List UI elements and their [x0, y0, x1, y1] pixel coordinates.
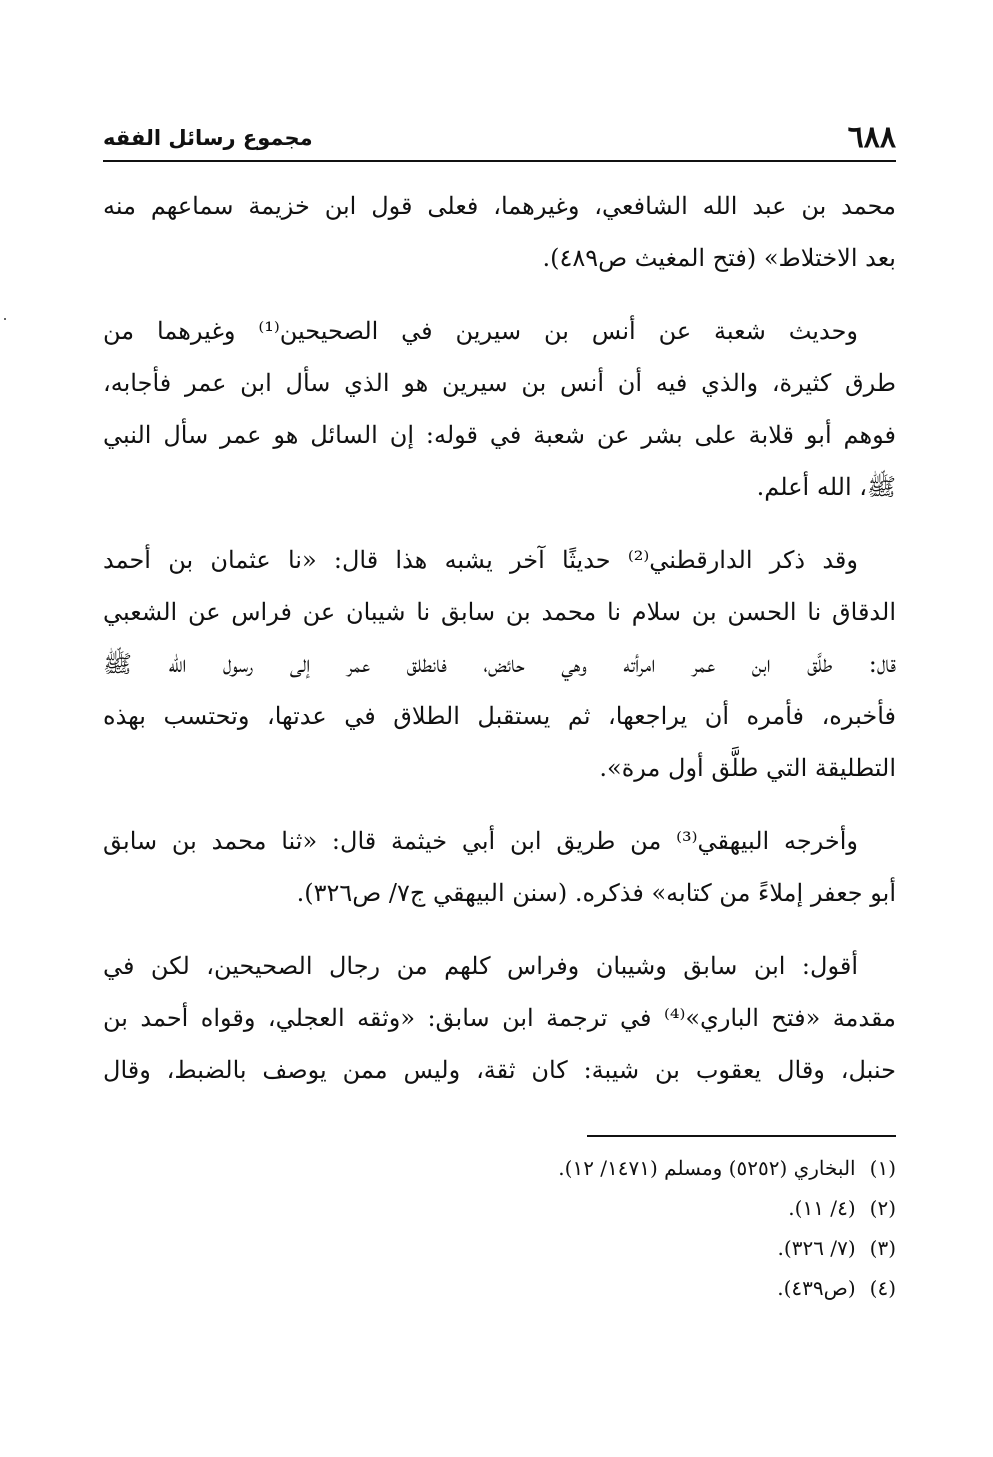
- text-line: محمد بن عبد الله الشافعي، وغيرهما، فعلى قول ابن خزيمة سماعهم منه: [103, 192, 896, 220]
- footnote-number: (١): [869, 1156, 896, 1180]
- page-header: [103, 118, 896, 158]
- footnote: [103, 1188, 896, 1228]
- paragraph-4: [103, 815, 896, 919]
- footnote-separator: [587, 1135, 896, 1137]
- footnote-text: (ص٤٣٩).: [777, 1276, 856, 1300]
- footnote-number: (٣): [869, 1236, 896, 1260]
- text-line: قال: طلَّق ابن عمر امرأته وهي حائض، فانطلق عمر إلى رسول الله ﷺ: [103, 650, 896, 678]
- footnotes: [103, 1148, 896, 1308]
- footnote-text: (٤/ ١١).: [788, 1196, 856, 1220]
- paragraph-3: [103, 534, 896, 794]
- paragraph-2: [103, 305, 896, 513]
- text-line: حنبل، وقال يعقوب بن شيبة: كان ثقة، وليس ممن يوصف بالضبط، وقال: [103, 1056, 896, 1084]
- text-line: أقول: ابن سابق وشيبان وفراس كلهم من رجال الصحيحين، لكن في: [103, 952, 858, 980]
- running-title: مجموع رسائل الفقه: [103, 126, 313, 150]
- scan-speck: [4, 318, 6, 320]
- text-line: بعد الاختلاط» (فتح المغيث ص٤٨٩).: [542, 244, 896, 272]
- text-line: فوهم أبو قلابة على بشر عن شعبة في قوله: إن السائل هو عمر سأل النبي: [103, 421, 896, 449]
- text-line: وأخرجه البيهقي⁽³⁾ من طريق ابن أبي خيثمة قال: «ثنا محمد بن سابق: [103, 827, 858, 855]
- text-line: ﷺ، الله أعلم.: [756, 473, 896, 501]
- text-line: مقدمة «فتح الباري»⁽⁴⁾ في ترجمة ابن سابق: «وثقه العجلي، وقواه أحمد بن: [103, 1004, 897, 1032]
- footnote: [103, 1268, 896, 1308]
- paragraph-5: [103, 940, 896, 1096]
- header-rule: [103, 160, 896, 162]
- footnote-text: (٧/ ٣٢٦).: [777, 1236, 856, 1260]
- footnote-number: (٤): [869, 1276, 896, 1300]
- text-line: فأخبره، فأمره أن يراجعها، ثم يستقبل الطلاق في عدتها، وتحتسب بهذه: [103, 702, 896, 730]
- text-line: الدقاق نا الحسن بن سلام نا محمد بن سابق نا شيبان عن فراس عن الشعبي: [103, 598, 896, 626]
- main-text: [103, 180, 896, 1117]
- text-line: طرق كثيرة، والذي فيه أن أنس بن سيرين هو الذي سأل ابن عمر فأجابه،: [103, 369, 896, 397]
- footnote-text: البخاري (٥٢٥٢) ومسلم (١٤٧١/ ١٢).: [558, 1156, 856, 1180]
- footnote-number: (٢): [869, 1196, 896, 1220]
- page-number: ٦٨٨: [847, 120, 896, 155]
- text-line: التطليقة التي طلَّق أول مرة».: [599, 754, 896, 782]
- text-line: وحديث شعبة عن أنس بن سيرين في الصحيحين⁽¹⁾ وغيرهما من: [103, 317, 858, 345]
- footnote: [103, 1228, 896, 1268]
- footnote: [103, 1148, 896, 1188]
- text-line: وقد ذكر الدارقطني⁽²⁾ حديثًا آخر يشبه هذا قال: «نا عثمان بن أحمد: [103, 546, 858, 574]
- paragraph-1: [103, 180, 896, 284]
- text-line: أبو جعفر إملاءً من كتابه» فذكره. (سنن البيهقي ج٧/ ص٣٢٦).: [296, 879, 896, 907]
